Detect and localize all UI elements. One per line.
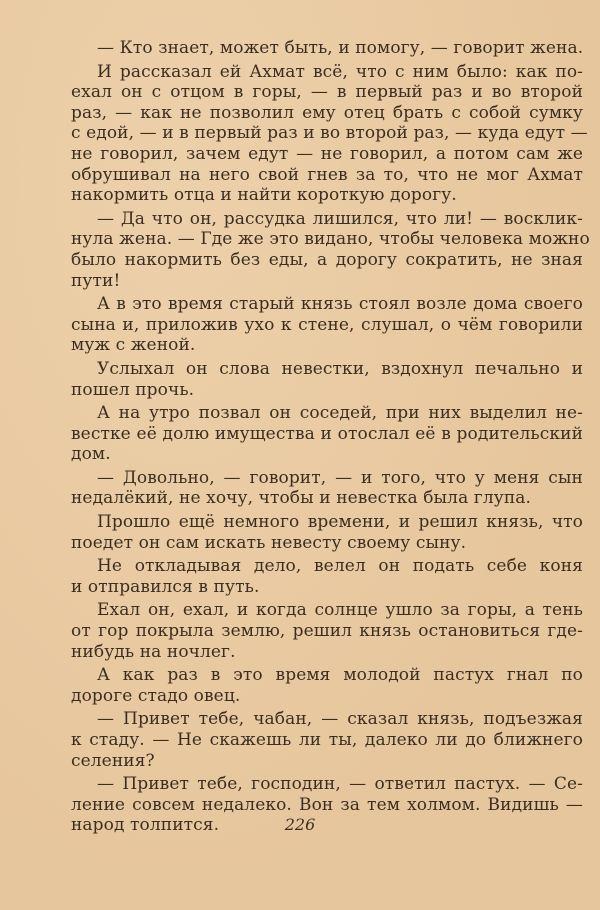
page-text: [71, 38, 590, 839]
text-line: вестке её долю имущества и отослал её в родительский: [71, 423, 583, 444]
text-line: к стаду. — Не скажешь ли ты, далеко ли до ближнего: [71, 730, 583, 750]
paragraph: [71, 38, 583, 59]
paragraph: [71, 208, 590, 291]
text-line: муж с женой.: [71, 335, 196, 356]
text-line: обрушивал на него свой гнев за то, что не мог Ахмат: [71, 164, 583, 185]
text-line: нула жена. — Где же это видано, чтобы человека можно: [71, 229, 590, 250]
text-line: не говорил, зачем едут — не говорил, а потом сам же: [71, 143, 583, 164]
text-line: пути!: [71, 270, 121, 291]
text-line: — Привет тебе, чабан, — сказал князь, подъезжая: [97, 709, 583, 730]
page-number: 226: [284, 815, 316, 834]
paragraph: [71, 403, 583, 465]
paragraph: [71, 665, 583, 706]
text-line: накормить отца и найти короткую дорогу.: [71, 185, 457, 206]
text-line: Ехал он, ехал, и когда солнце ушло за горы, а тень: [97, 600, 583, 621]
text-line: — Привет тебе, господин, — ответил пастух. — Се-: [97, 774, 583, 795]
text-line: А в это время старый князь стоял возле дома своего: [97, 294, 583, 315]
text-line: пошел прочь.: [71, 379, 195, 400]
text-line: селения?: [71, 750, 155, 771]
text-line: дом.: [71, 444, 111, 465]
paragraph: [71, 294, 583, 356]
paragraph: [71, 556, 583, 597]
text-line: Услыхал он слова невестки, вздохнул печально и: [97, 358, 583, 379]
text-line: народ толпится.: [71, 815, 220, 836]
text-line: с едой, — и в первый раз и во второй раз, — куда едут —: [71, 123, 588, 144]
paragraph: [71, 61, 588, 206]
text-line: — Кто знает, может быть, и помогу, — говорит жена.: [97, 38, 584, 58]
text-line: нибудь на ночлег.: [71, 641, 236, 662]
text-line: — Да что он, рассудка лишился, что ли! — восклик-: [97, 208, 583, 229]
paragraph: [71, 468, 583, 509]
text-line: А на утро позвал он соседей, при них выделил не-: [97, 403, 583, 424]
paragraph: [71, 600, 583, 662]
text-line: от гор покрыла землю, решил князь остановиться где-: [71, 621, 583, 642]
text-line: раз, — как не позволил ему отец брать с собой сумку: [71, 102, 583, 123]
paragraph: [71, 359, 583, 400]
text-line: ление совсем недалеко. Вон за тем холмом. Видишь —: [71, 794, 583, 815]
text-line: Не откладывая дело, велел он подать себе коня: [97, 556, 583, 577]
text-line: и отправился в путь.: [71, 576, 260, 597]
text-line: сына и, приложив ухо к стене, слушал, о чём говорили: [71, 314, 583, 335]
text-line: поедет он сам искать невесту своему сыну.: [71, 532, 467, 553]
text-line: дороге стадо овец.: [71, 685, 241, 706]
paragraph: [71, 709, 583, 771]
text-line: И рассказал ей Ахмат всё, что с ним было: как по-: [97, 61, 583, 82]
text-line: Прошло ещё немного времени, и решил князь, что: [97, 512, 583, 533]
text-line: недалёкий, не хочу, чтобы и невестка была глупа.: [71, 488, 531, 509]
text-line: ехал он с отцом в горы, — в первый раз и во второй: [71, 82, 583, 103]
paragraph: [71, 512, 583, 553]
text-line: А как раз в это время молодой пастух гнал по: [97, 665, 583, 686]
text-line: было накормить без еды, а дорогу сократить, не зная: [71, 249, 583, 270]
text-line: — Довольно, — говорит, — и того, что у меня сын: [97, 467, 583, 488]
